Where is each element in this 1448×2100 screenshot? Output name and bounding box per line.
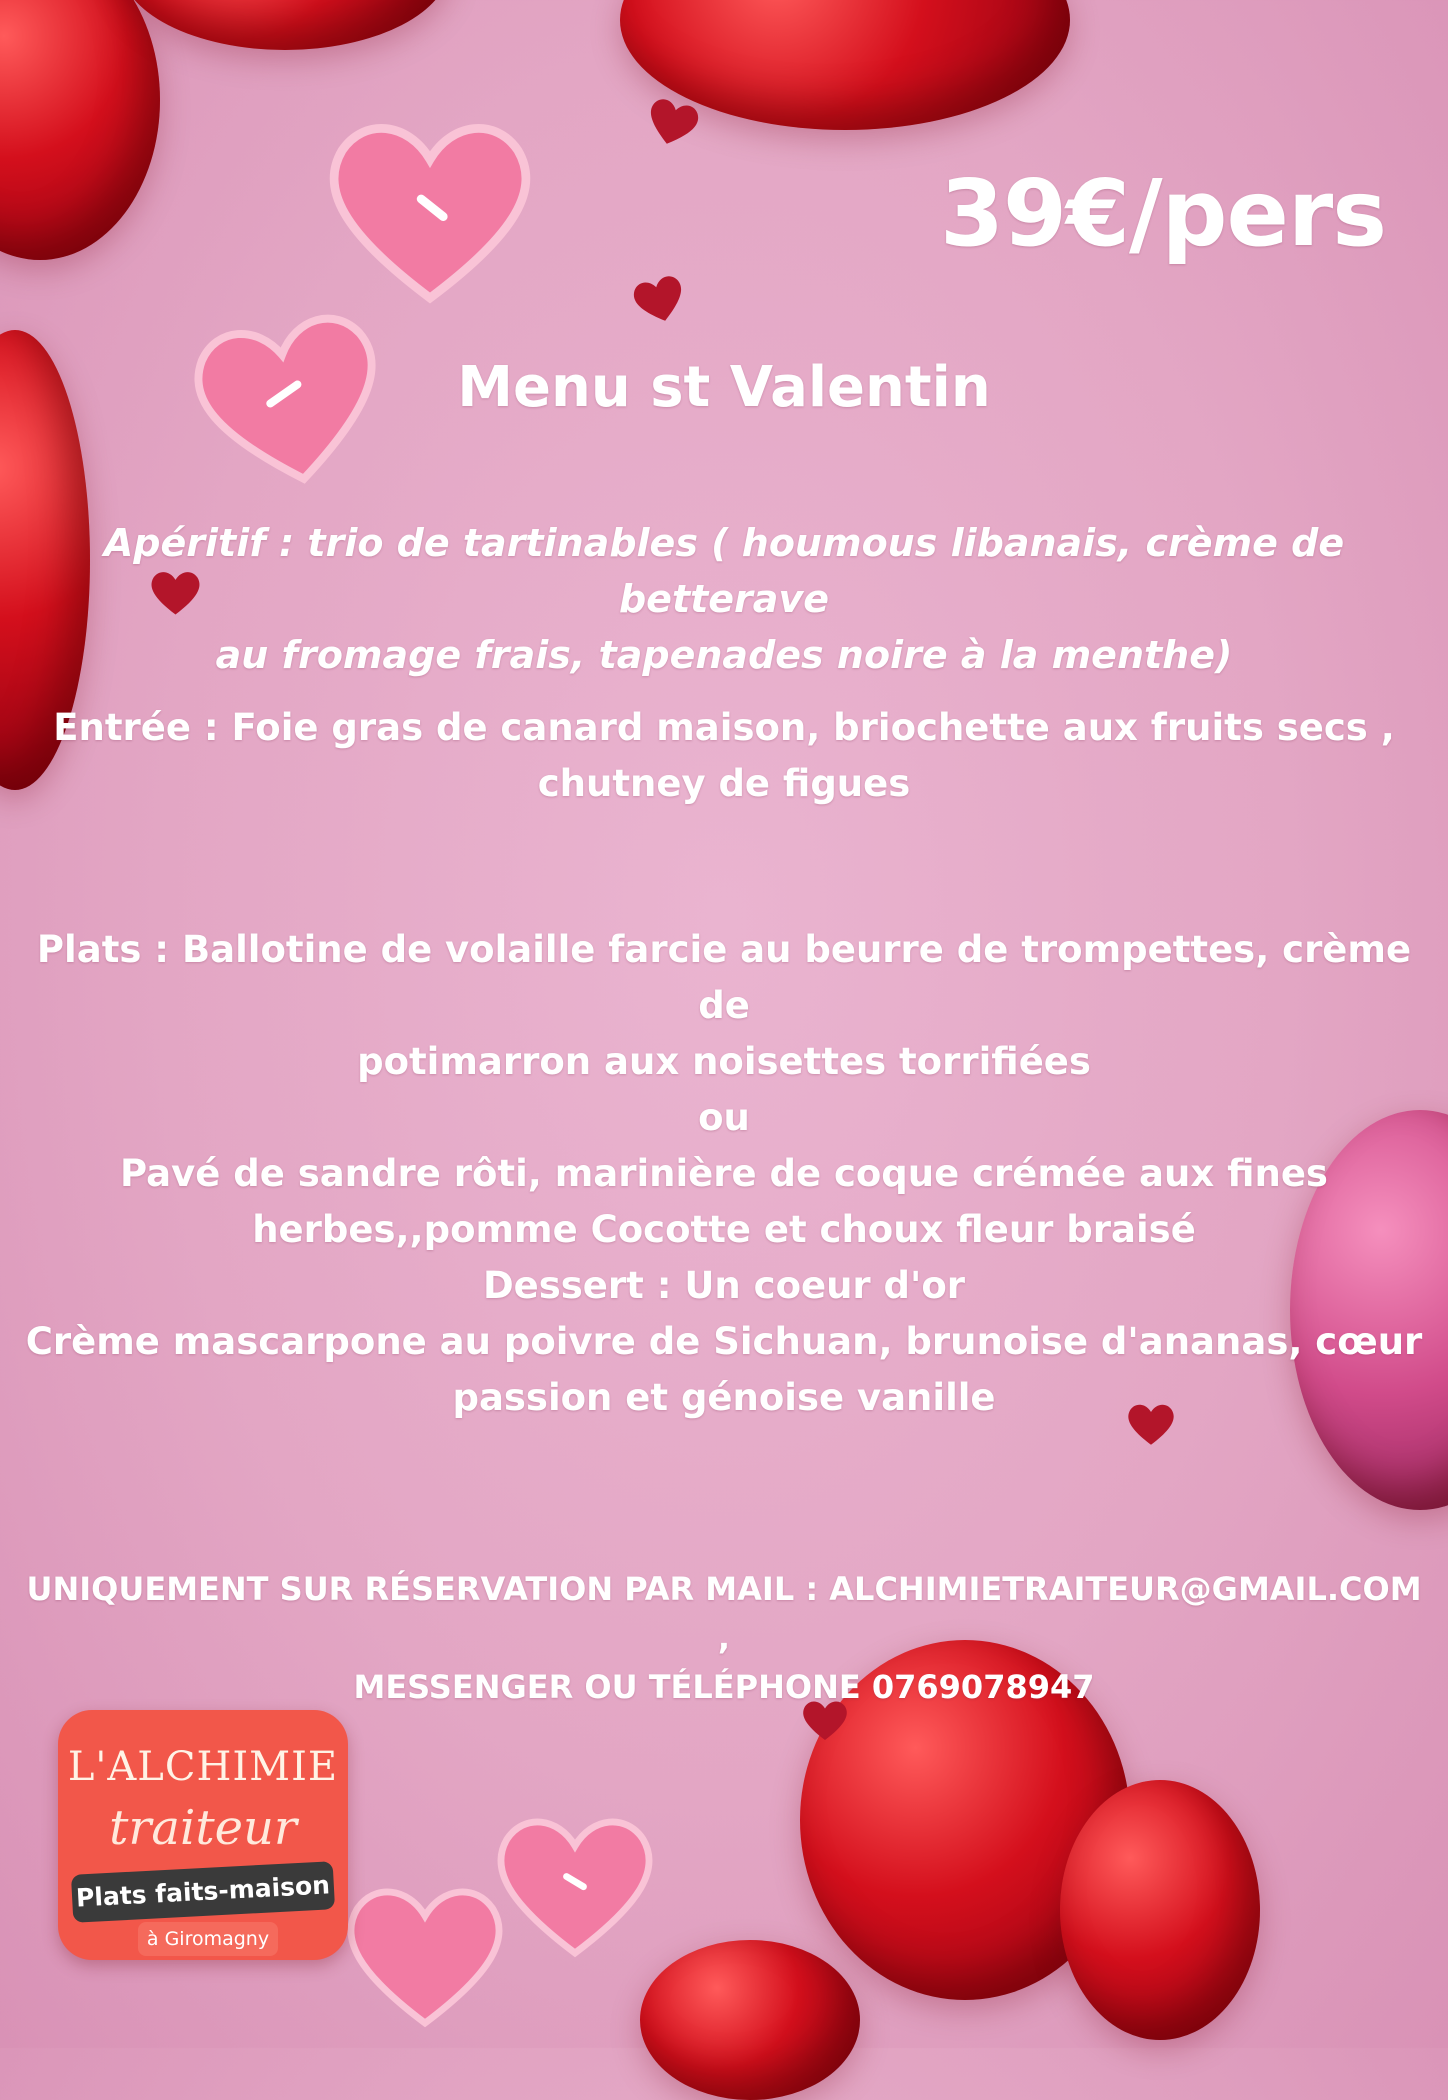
heart-candle-icon [490,1800,660,1970]
glitter-heart-icon [626,266,693,333]
red-balloon [0,0,160,260]
plats-line: Plats : Ballotine de volaille farcie au beurre de trompettes, crème de [36,928,1412,1027]
logo-name: L'ALCHIMIE [67,1744,339,1790]
logo-script: traiteur [109,1800,297,1856]
plats-line: potimarron aux noisettes torrifiées [357,1040,1091,1083]
dessert-line: Crème mascarpone au poivre de Sichuan, brunoise d'ananas, cœur [25,1320,1423,1363]
plats-line: herbes,,pomme Cocotte et choux fleur braisé [252,1208,1196,1251]
red-balloon [120,0,450,50]
logo-tagline: Plats faits-maison [71,1861,335,1923]
plats-or: ou [698,1096,750,1139]
heart-candle-icon [340,1870,510,2040]
aperitif-line: Apéritif : trio de tartinables ( houmous libanais, crème de betterave [103,521,1345,621]
brand-logo [58,1710,348,1960]
price-label: 39€/pers [940,160,1387,267]
entree-line: Entrée : Foie gras de canard maison, briochette aux fruits secs , [53,706,1395,749]
aperitif-section [20,515,1428,683]
menu-title: Menu st Valentin [457,355,991,420]
entree-section [20,700,1428,812]
reservation-line: UNIQUEMENT SUR RÉSERVATION PAR MAIL : ALCHIMIETRAITEUR@GMAIL.COM , [26,1570,1422,1657]
aperitif-line: au fromage frais, tapenades noire à la menthe) [215,633,1233,677]
dessert-line: passion et génoise vanille [452,1376,996,1419]
dessert-line: Dessert : Un coeur d'or [482,1264,966,1307]
dessert-section [20,1258,1428,1426]
plats-section [20,922,1428,1258]
plats-line: Pavé de sandre rôti, marinière de coque crémée aux fines [120,1152,1328,1195]
red-balloon [1060,1780,1260,2040]
logo-place: à Giromagny [138,1922,278,1956]
heart-candle-icon [320,110,540,310]
red-balloon [640,1940,860,2100]
entree-line: chutney de figues [537,762,911,805]
reservation-info [20,1565,1428,1712]
reservation-line: MESSENGER OU TÉLÉPHONE 0769078947 [353,1668,1095,1706]
